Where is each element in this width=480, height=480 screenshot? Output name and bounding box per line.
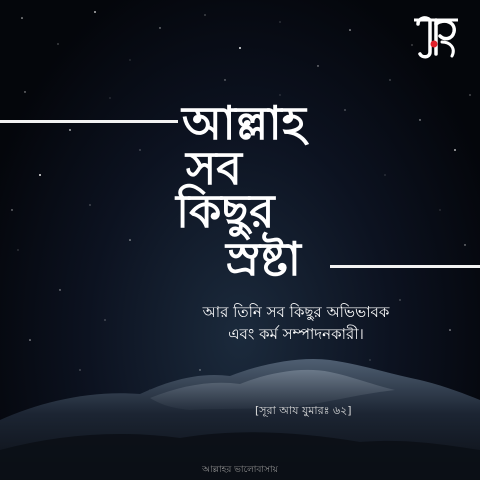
verse-reference: [সূরা আয যুমারঃ ৬২] xyxy=(255,404,352,417)
mountain-range xyxy=(0,350,480,480)
credit-text: আল্লাহর ভালোবাসায় xyxy=(202,465,278,475)
brand-logo xyxy=(410,12,462,64)
decorative-rule-bottom xyxy=(330,265,480,268)
headline-line-4: স্রষ্টা xyxy=(226,232,302,286)
headline-line-2: সব xyxy=(186,141,242,195)
headline-line-1: আল্লাহ xyxy=(182,96,306,150)
verse-text xyxy=(136,301,456,345)
decorative-rule-top xyxy=(0,120,178,123)
verse-line-1: আর তিনি সব কিছুর অভিভাবক xyxy=(202,303,390,321)
headline-line-3: কিছুর xyxy=(176,184,275,238)
verse-line-2: এবং কর্ম সম্পাদনকারী। xyxy=(228,325,364,343)
